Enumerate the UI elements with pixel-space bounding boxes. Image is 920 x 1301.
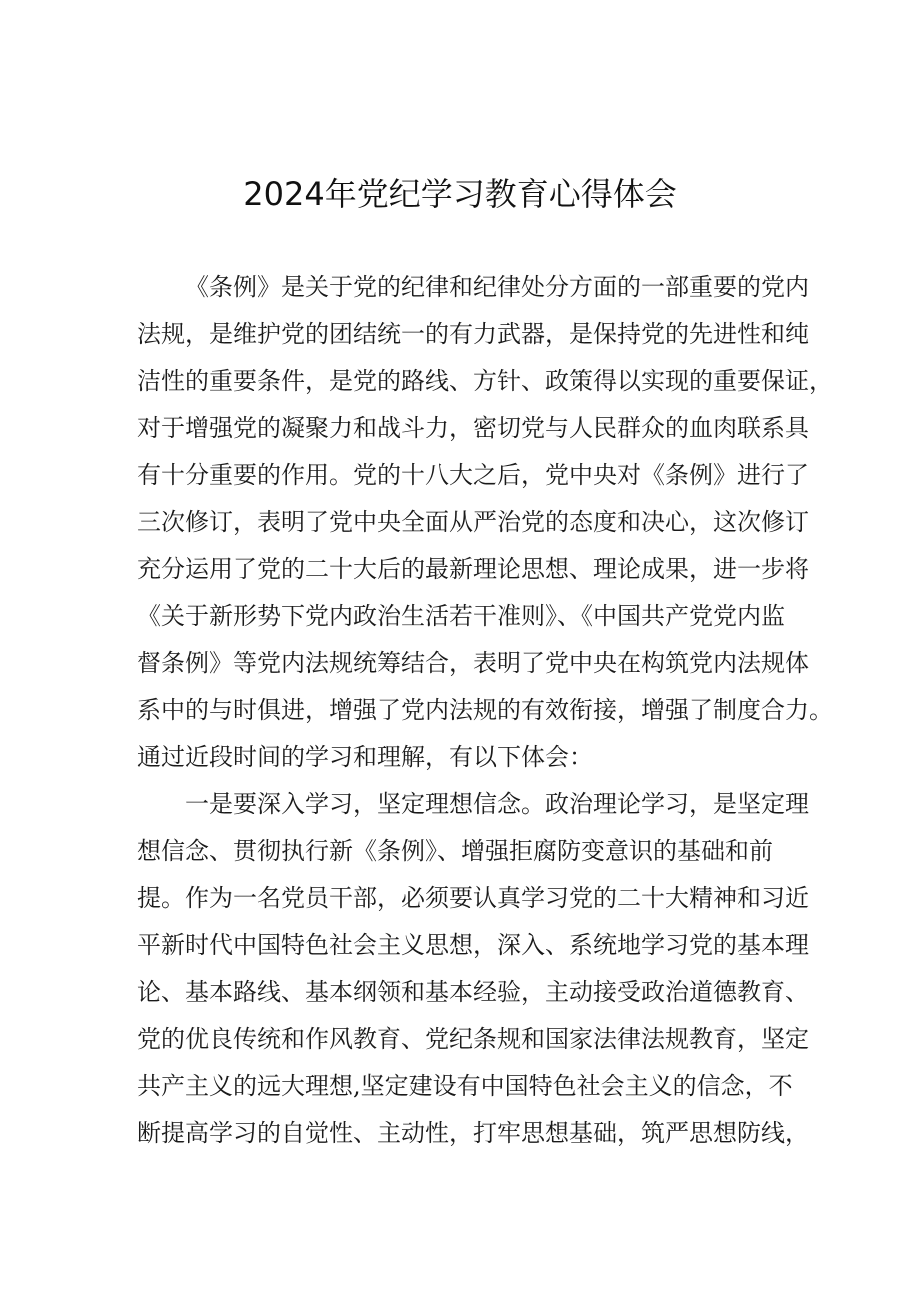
paragraph-line: 洁性的重要条件，是党的路线、方针、政策得以实现的重要保证， [137,367,833,395]
document-title: 2024年党纪学习教育心得体会 [243,175,677,213]
paragraph-line: 系中的与时俱进，增强了党内法规的有效衔接，增强了制度合力。 [137,696,833,724]
paragraph-line: 有十分重要的作用。党的十八大之后，党中央对《条例》进行了 [137,461,809,489]
paragraph-line: 充分运用了党的二十大后的最新理论思想、理论成果，进一步将 [137,555,809,583]
paragraph-line: 对于增强党的凝聚力和战斗力，密切党与人民群众的血肉联系具 [137,414,809,442]
document-body [137,264,833,1157]
paragraph-line: 《关于新形势下党内政治生活若干准则》、《中国共产党党内监 [137,602,785,630]
paragraph-line: 三次修订，表明了党中央全面从严治党的态度和决心，这次修订 [137,508,809,536]
paragraph-line: 提。作为一名党员干部，必须要认真学习党的二十大精神和习近 [137,884,809,912]
paragraph-line: 督条例》等党内法规统筹结合，表明了党中央在构筑党内法规体 [137,649,809,677]
paragraph-line: 《条例》是关于党的纪律和纪律处分方面的一部重要的党内 [185,273,809,301]
paragraph-line: 通过近段时间的学习和理解，有以下体会： [137,743,593,771]
paragraph-line: 论、基本路线、基本纲领和基本经验，主动接受政治道德教育、 [137,978,809,1006]
paragraph-line: 想信念、贯彻执行新《条例》、增强拒腐防变意识的基础和前 [137,837,773,865]
paragraph-line: 共产主义的远大理想,坚定建设有中国特色社会主义的信念，不 [137,1072,793,1100]
paragraph-line: 断提高学习的自觉性、主动性，打牢思想基础，筑严思想防线， [137,1119,809,1147]
paragraph-line: 法规，是维护党的团结统一的有力武器，是保持党的先进性和纯 [137,320,809,348]
paragraph-line: 党的优良传统和作风教育、党纪条规和国家法律法规教育，坚定 [137,1025,809,1053]
paragraph-line: 一是要深入学习，坚定理想信念。政治理论学习，是坚定理 [185,790,809,818]
paragraph-line: 平新时代中国特色社会主义思想，深入、系统地学习党的基本理 [137,931,809,959]
